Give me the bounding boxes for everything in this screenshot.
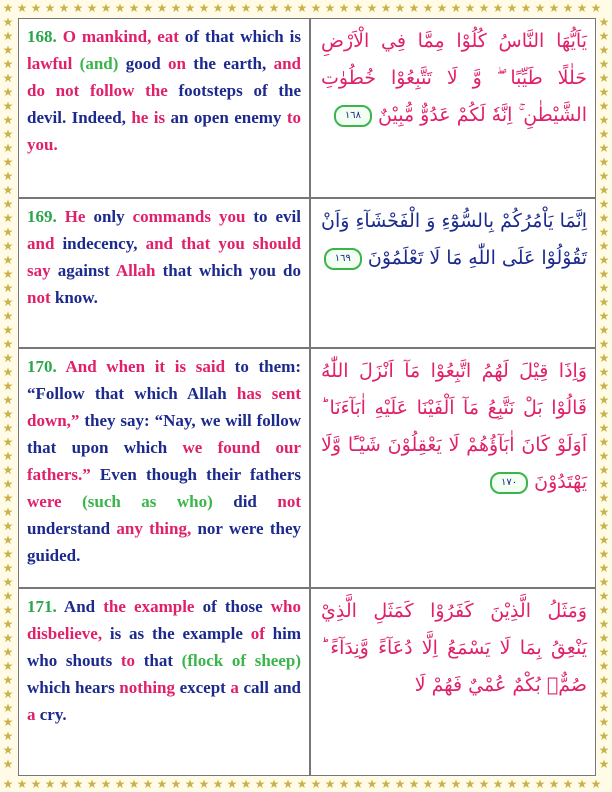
star-icon: ★: [2, 99, 14, 113]
english-segment: a: [230, 678, 239, 697]
page-frame: [18, 18, 596, 776]
star-icon: ★: [114, 777, 126, 791]
star-icon: ★: [598, 715, 610, 729]
star-icon: ★: [598, 617, 610, 631]
star-icon: ★: [598, 15, 610, 29]
english-segment: commands you: [132, 207, 246, 226]
english-segment: and: [273, 54, 301, 73]
english-segment: that which you do: [155, 261, 301, 280]
english-segment: of: [250, 624, 265, 643]
star-icon: ★: [598, 29, 610, 43]
verse-row-170: [19, 349, 595, 589]
english-segment: is as the example: [102, 624, 251, 643]
star-icon: ★: [506, 777, 518, 791]
english-segment: it is said: [154, 357, 226, 376]
star-icon: ★: [156, 777, 168, 791]
english-segment: good: [118, 54, 169, 73]
star-icon: ★: [598, 57, 610, 71]
verse-number: 169.: [27, 207, 57, 226]
star-icon: ★: [2, 29, 14, 43]
english-segment: to evil: [245, 207, 301, 226]
star-icon: ★: [506, 1, 518, 15]
star-icon: ★: [296, 1, 308, 15]
star-icon: ★: [30, 1, 42, 15]
star-icon: ★: [478, 1, 490, 15]
star-icon: ★: [2, 71, 14, 85]
verse-171-arabic: [313, 589, 595, 775]
star-icon: ★: [2, 561, 14, 575]
star-icon: ★: [240, 777, 252, 791]
star-icon: ★: [2, 281, 14, 295]
verse-row-169: [19, 199, 595, 349]
star-icon: ★: [598, 351, 610, 365]
star-icon: ★: [2, 477, 14, 491]
star-icon: ★: [2, 365, 14, 379]
star-icon: ★: [598, 253, 610, 267]
star-icon: ★: [380, 1, 392, 15]
star-icon: ★: [86, 1, 98, 15]
star-icon: ★: [2, 777, 14, 791]
star-icon: ★: [310, 777, 322, 791]
star-icon: ★: [598, 155, 610, 169]
star-icon: ★: [2, 449, 14, 463]
star-icon: ★: [598, 589, 610, 603]
english-segment: we found our fathers.”: [27, 438, 301, 484]
star-icon: ★: [598, 533, 610, 547]
star-icon: ★: [2, 701, 14, 715]
star-icon: ★: [2, 57, 14, 71]
english-segment: follow the: [90, 81, 168, 100]
star-icon: ★: [598, 407, 610, 421]
star-icon: ★: [2, 659, 14, 673]
english-segment: that upon which: [27, 438, 183, 457]
star-icon: ★: [2, 687, 14, 701]
star-icon: ★: [598, 281, 610, 295]
english-segment: And: [56, 597, 104, 616]
star-icon: ★: [394, 777, 406, 791]
english-segment: you should say: [27, 234, 301, 280]
star-icon: ★: [598, 743, 610, 757]
ayah-end-marker-icon: ١٦٩: [324, 248, 362, 270]
star-icon: ★: [598, 421, 610, 435]
english-segment: understand: [27, 519, 117, 538]
star-icon: ★: [590, 1, 602, 15]
star-icon: ★: [598, 99, 610, 113]
english-segment: know.: [50, 288, 98, 307]
english-segment: Allah: [115, 261, 156, 280]
star-icon: ★: [598, 561, 610, 575]
star-icon: ★: [520, 777, 532, 791]
english-segment: footsteps of the devil.: [27, 81, 301, 127]
star-icon: ★: [598, 757, 610, 771]
english-segment: to: [120, 651, 136, 670]
english-segment: on: [168, 54, 186, 73]
star-icon: ★: [520, 1, 532, 15]
star-icon: ★: [2, 253, 14, 267]
star-icon: ★: [436, 1, 448, 15]
star-icon: ★: [562, 777, 574, 791]
star-icon: ★: [2, 421, 14, 435]
star-icon: ★: [2, 225, 14, 239]
english-segment: not: [27, 288, 51, 307]
star-icon: ★: [598, 603, 610, 617]
star-icon: ★: [170, 777, 182, 791]
star-icon: ★: [598, 729, 610, 743]
star-icon: ★: [576, 1, 588, 15]
star-icon: ★: [598, 169, 610, 183]
english-segment: cry.: [35, 705, 67, 724]
star-icon: ★: [254, 777, 266, 791]
verse-row-168: [19, 19, 595, 199]
star-icon: ★: [2, 309, 14, 323]
verse-number: 170.: [27, 357, 57, 376]
star-icon: ★: [2, 183, 14, 197]
star-icon: ★: [2, 113, 14, 127]
english-segment: he is: [131, 108, 166, 127]
star-icon: ★: [16, 1, 28, 15]
star-icon: ★: [598, 365, 610, 379]
star-icon: ★: [100, 1, 112, 15]
star-icon: ★: [58, 1, 70, 15]
star-icon: ★: [2, 645, 14, 659]
star-icon: ★: [2, 141, 14, 155]
star-icon: ★: [2, 491, 14, 505]
star-icon: ★: [338, 777, 350, 791]
english-segment: (flock of sheep): [181, 651, 301, 670]
star-icon: ★: [114, 1, 126, 15]
star-icon: ★: [598, 323, 610, 337]
star-icon: ★: [464, 777, 476, 791]
star-icon: ★: [254, 1, 266, 15]
english-segment: against: [50, 261, 116, 280]
star-icon: ★: [44, 777, 56, 791]
english-segment: only: [85, 207, 133, 226]
star-icon: ★: [2, 197, 14, 211]
verse-number: 171.: [27, 597, 57, 616]
star-icon: ★: [450, 777, 462, 791]
star-icon: ★: [2, 85, 14, 99]
star-icon: ★: [576, 777, 588, 791]
star-icon: ★: [2, 267, 14, 281]
star-icon: ★: [2, 505, 14, 519]
verse-168-arabic: [313, 19, 595, 197]
english-segment: who disbelieve,: [27, 597, 302, 643]
star-icon: ★: [2, 729, 14, 743]
star-icon: ★: [268, 777, 280, 791]
star-icon: ★: [2, 15, 14, 29]
star-icon: ★: [2, 169, 14, 183]
verse-number: 168.: [27, 27, 57, 46]
english-segment: were: [27, 492, 62, 511]
star-icon: ★: [2, 323, 14, 337]
star-icon: ★: [128, 1, 140, 15]
verse-171-english: [19, 589, 311, 775]
star-icon: ★: [226, 1, 238, 15]
english-segment: (such as who): [61, 492, 213, 511]
star-icon: ★: [422, 777, 434, 791]
star-icon: ★: [2, 757, 14, 771]
star-icon: ★: [436, 777, 448, 791]
star-icon: ★: [184, 777, 196, 791]
star-icon: ★: [2, 127, 14, 141]
english-segment: except: [175, 678, 231, 697]
star-icon: ★: [226, 777, 238, 791]
english-segment: any thing,: [116, 519, 192, 538]
arabic-text: يَاَيُّهَا النَّاسُ كُلُوْا مِمَّا فِي الْاَرْضِ حَلٰلًا طَيِّبًا ۖ وَّ لَا تَتَّبِعُوْا خُطُوٰتِ الشَّيْطٰنِ ۚ اِنَّهٗ لَكُمْ عَدُوٌّ مُّبِيْنٌ: [321, 30, 587, 126]
english-segment: the example: [103, 597, 195, 616]
star-icon: ★: [2, 211, 14, 225]
english-segment: and: [27, 234, 55, 253]
star-icon: ★: [2, 239, 14, 253]
star-icon: ★: [598, 127, 610, 141]
star-icon: ★: [142, 777, 154, 791]
english-segment: to them: “Follow that which Allah: [27, 357, 301, 403]
verse-169-arabic: [313, 199, 595, 347]
star-icon: ★: [598, 337, 610, 351]
star-icon: ★: [598, 113, 610, 127]
english-segment: we will follow: [200, 411, 302, 430]
star-icon: ★: [72, 1, 84, 15]
star-icon: ★: [86, 777, 98, 791]
star-icon: ★: [156, 1, 168, 15]
star-icon: ★: [2, 743, 14, 757]
star-icon: ★: [598, 547, 610, 561]
star-icon: ★: [198, 1, 210, 15]
star-icon: ★: [598, 659, 610, 673]
star-icon: ★: [598, 519, 610, 533]
arabic-text: وَاِذَا قِيْلَ لَهُمُ اتَّبِعُوْا مَآ اَنْزَلَ اللّٰهُ قَالُوْا بَلْ نَتَّبِعُ مَآ اَلْفَيْنَا عَلَيْهِ اٰبَآءَنَا ؕ اَوَلَوْ كَانَ اٰبَآؤُهُمْ لَا يَعْقِلُوْنَ شَيْـًٔا وَّلَا يَهْتَدُوْنَ: [321, 360, 587, 493]
star-icon: ★: [598, 211, 610, 225]
english-segment: lawful: [27, 54, 73, 73]
english-segment: Even though their fathers: [90, 465, 301, 484]
english-segment: and that: [145, 234, 219, 253]
star-icon: ★: [598, 435, 610, 449]
star-icon: ★: [598, 85, 610, 99]
star-icon: ★: [2, 155, 14, 169]
star-icon: ★: [2, 1, 14, 15]
english-segment: that: [135, 651, 182, 670]
english-segment: call: [238, 678, 274, 697]
star-icon: ★: [366, 777, 378, 791]
star-icon: ★: [598, 505, 610, 519]
star-icon: ★: [142, 1, 154, 15]
english-segment: him who shouts: [27, 624, 302, 670]
star-icon: ★: [16, 777, 28, 791]
star-icon: ★: [598, 295, 610, 309]
star-icon: ★: [128, 777, 140, 791]
english-segment: has sent down,”: [27, 384, 301, 430]
star-icon: ★: [282, 1, 294, 15]
english-segment: O mankind,: [56, 27, 158, 46]
star-icon: ★: [598, 575, 610, 589]
star-icon: ★: [598, 43, 610, 57]
star-icon: ★: [2, 673, 14, 687]
star-icon: ★: [464, 1, 476, 15]
star-icon: ★: [2, 519, 14, 533]
arabic-text: اِنَّمَا يَاْمُرُكُمْ بِالسُّوْٓءِ وَ الْفَحْشَآءِ وَاَنْ تَقُوْلُوْا عَلَى اللّٰهِ مَا لَا تَعْلَمُوْنَ: [321, 210, 587, 269]
star-icon: ★: [394, 1, 406, 15]
ayah-end-marker-icon: ١٧٠: [490, 472, 528, 494]
star-icon: ★: [598, 477, 610, 491]
verse-169-english: [19, 199, 311, 347]
verse-170-english: [19, 349, 311, 587]
english-segment: eat: [157, 27, 179, 46]
star-icon: ★: [2, 435, 14, 449]
star-icon: ★: [590, 777, 602, 791]
star-icon: ★: [2, 393, 14, 407]
star-icon: ★: [268, 1, 280, 15]
star-icon: ★: [2, 533, 14, 547]
english-segment: the earth,: [185, 54, 274, 73]
star-icon: ★: [492, 1, 504, 15]
star-icon: ★: [310, 1, 322, 15]
star-icon: ★: [598, 631, 610, 645]
star-icon: ★: [534, 777, 546, 791]
star-icon: ★: [548, 1, 560, 15]
english-segment: And when: [56, 357, 155, 376]
english-segment: to you.: [27, 108, 301, 154]
star-icon: ★: [598, 673, 610, 687]
star-icon: ★: [2, 379, 14, 393]
star-icon: ★: [2, 631, 14, 645]
star-icon: ★: [324, 1, 336, 15]
english-segment: Indeed,: [71, 108, 132, 127]
star-icon: ★: [598, 645, 610, 659]
star-icon: ★: [2, 407, 14, 421]
english-segment: they say: “Nay,: [79, 411, 201, 430]
star-icon: ★: [100, 777, 112, 791]
star-icon: ★: [598, 183, 610, 197]
english-segment: He: [56, 207, 86, 226]
star-icon: ★: [282, 777, 294, 791]
english-segment: did: [212, 492, 278, 511]
star-icon: ★: [212, 1, 224, 15]
star-icon: ★: [598, 197, 610, 211]
star-icon: ★: [2, 351, 14, 365]
english-segment: a: [27, 705, 36, 724]
star-icon: ★: [212, 777, 224, 791]
english-segment: nor were they guided.: [27, 519, 301, 565]
english-segment: not: [277, 492, 301, 511]
star-icon: ★: [598, 141, 610, 155]
verse-170-arabic: [313, 349, 595, 587]
star-icon: ★: [598, 463, 610, 477]
verse-row-171: [19, 589, 595, 775]
star-icon: ★: [598, 239, 610, 253]
star-icon: ★: [408, 777, 420, 791]
english-segment: do not: [27, 81, 91, 100]
star-icon: ★: [240, 1, 252, 15]
star-icon: ★: [2, 715, 14, 729]
star-icon: ★: [2, 463, 14, 477]
star-icon: ★: [184, 1, 196, 15]
english-segment: which hears: [27, 678, 120, 697]
star-icon: ★: [598, 701, 610, 715]
star-icon: ★: [534, 1, 546, 15]
star-icon: ★: [2, 575, 14, 589]
english-segment: and: [273, 678, 301, 697]
star-icon: ★: [324, 777, 336, 791]
star-icon: ★: [2, 337, 14, 351]
star-icon: ★: [352, 1, 364, 15]
star-icon: ★: [492, 777, 504, 791]
star-icon: ★: [44, 1, 56, 15]
english-segment: an open enemy: [165, 108, 287, 127]
star-icon: ★: [2, 547, 14, 561]
star-icon: ★: [562, 1, 574, 15]
star-icon: ★: [408, 1, 420, 15]
english-segment: (and): [72, 54, 119, 73]
star-icon: ★: [598, 309, 610, 323]
english-segment: of those: [194, 597, 271, 616]
star-icon: ★: [58, 777, 70, 791]
star-icon: ★: [598, 71, 610, 85]
ayah-end-marker-icon: ١٦٨: [334, 105, 372, 127]
star-icon: ★: [548, 777, 560, 791]
star-icon: ★: [296, 777, 308, 791]
verse-168-english: [19, 19, 311, 197]
star-icon: ★: [598, 225, 610, 239]
english-segment: nothing: [119, 678, 176, 697]
star-icon: ★: [2, 43, 14, 57]
star-icon: ★: [598, 393, 610, 407]
star-icon: ★: [170, 1, 182, 15]
star-icon: ★: [598, 449, 610, 463]
star-icon: ★: [338, 1, 350, 15]
star-icon: ★: [598, 491, 610, 505]
star-icon: ★: [2, 295, 14, 309]
star-icon: ★: [198, 777, 210, 791]
arabic-text: وَمَثَلُ الَّذِيْنَ كَفَرُوْا كَمَثَلِ الَّذِيْ يَنْعِقُ بِمَا لَا يَسْمَعُ اِلَّا دُعَآءً وَّنِدَآءً ؕ صُمٌّۢ بُكْمٌ عُمْيٌ فَهُمْ لَا: [321, 600, 587, 696]
star-icon: ★: [352, 777, 364, 791]
star-icon: ★: [380, 777, 392, 791]
star-icon: ★: [478, 777, 490, 791]
english-segment: indecency,: [54, 234, 146, 253]
star-icon: ★: [2, 589, 14, 603]
english-segment: of that which is: [178, 27, 301, 46]
star-icon: ★: [2, 603, 14, 617]
star-icon: ★: [598, 267, 610, 281]
star-icon: ★: [422, 1, 434, 15]
star-icon: ★: [450, 1, 462, 15]
star-icon: ★: [366, 1, 378, 15]
star-icon: ★: [598, 687, 610, 701]
star-icon: ★: [72, 777, 84, 791]
star-icon: ★: [2, 617, 14, 631]
star-icon: ★: [598, 379, 610, 393]
star-icon: ★: [30, 777, 42, 791]
